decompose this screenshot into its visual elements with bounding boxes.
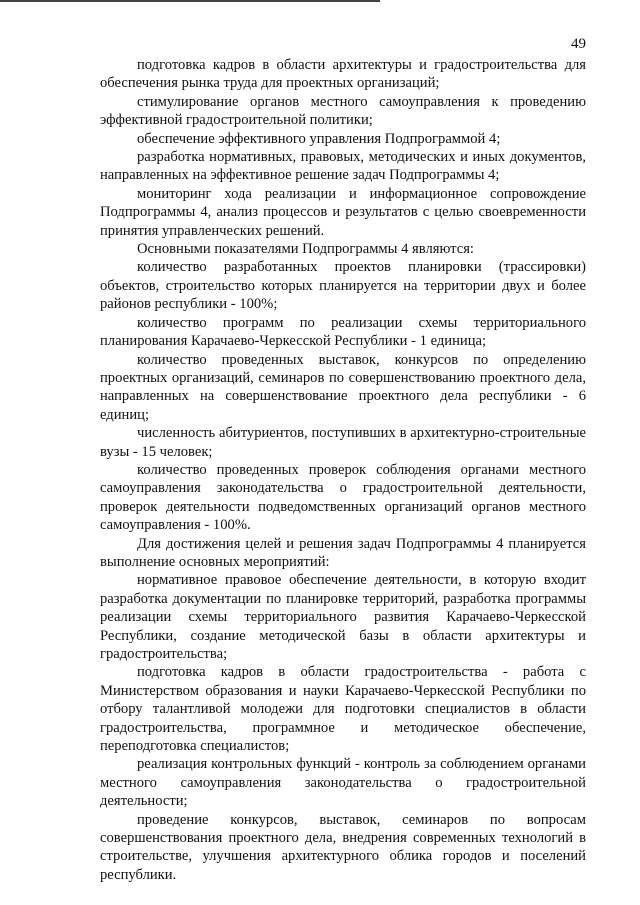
- paragraph: количество разработанных проектов планировки (трассировки) объектов, строительство которых планируется на территории двух и более районов республики - 100%;: [100, 259, 586, 313]
- paragraph: подготовка кадров в области градостроительства - работа с Министерством образования и науки Карачаево-Черкесской Республики по отбору талантливой молодежи для подготовки специалистов в области градостроительства, программное и методическое обеспечение, переподготовка специалистов;: [100, 664, 586, 755]
- paragraph: количество проведенных выставок, конкурсов по определению проектных организаций, семинаров по совершенствованию проектного дела, направленных на совершенствование проектного дела республики - 6 единиц;: [100, 351, 586, 423]
- paragraph: мониторинг хода реализации и информационное сопровождение Подпрограммы 4, анализ процессов и результатов с целью своевременности принятия управленческих решений.: [100, 185, 586, 239]
- paragraph: Для достижения целей и решения задач Подпрограммы 4 планируется выполнение основных мероприятий:: [100, 535, 586, 570]
- top-scan-rule: [0, 0, 380, 2]
- paragraph: реализация контрольных функций - контроль за соблюдением органами местного самоуправления законодательства о градостроительной деятельности;: [100, 756, 586, 810]
- paragraph: Основными показателями Подпрограммы 4 являются:: [137, 241, 474, 258]
- paragraph: численность абитуриентов, поступивших в архитектурно-строительные вузы - 15 человек;: [100, 425, 586, 460]
- paragraph: разработка нормативных, правовых, методических и иных документов, направленных на эффективное решение задач Подпрограммы 4;: [100, 149, 586, 184]
- paragraph: количество программ по реализации схемы территориального планирования Карачаево-Черкесской Республики - 1 единица;: [100, 314, 586, 350]
- body-text: [100, 56, 586, 884]
- paragraph: нормативное правовое обеспечение деятельности, в которую входит разработка документации по планировке территорий, разработка программы реализации схемы территориального развития Карачаево-Черкесской Республики, создание методической базы в области архитектуры и градостроительства;: [100, 572, 586, 662]
- paragraph: проведение конкурсов, выставок, семинаров по вопросам совершенствования проектного дела, внедрения современных технологий в строительстве, улучшения архитектурного облика городов и поселений республики.: [100, 811, 586, 883]
- paragraph: количество проведенных проверок соблюдения органами местного самоуправления законодательства о градостроительной деятельности, проверок деятельности подведомственных организаций органов местного самоуправления - 100%.: [100, 461, 586, 534]
- paragraph: стимулирование органов местного самоуправления к проведению эффективной градостроительной политики;: [100, 93, 586, 129]
- paragraph: подготовка кадров в области архитектуры и градостроительства для обеспечения рынка труда для проектных организаций;: [100, 57, 586, 92]
- paragraph: обеспечение эффективного управления Подпрограммой 4;: [137, 130, 501, 147]
- page-number: 49: [571, 36, 586, 52]
